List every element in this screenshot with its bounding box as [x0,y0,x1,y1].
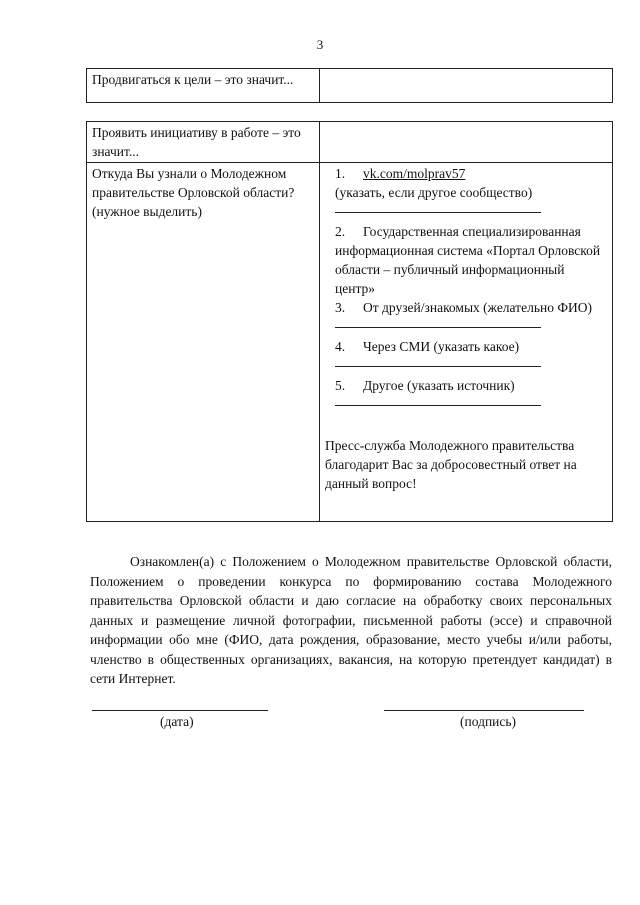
table-row [87,122,613,163]
option-text: От друзей/знакомых (желательно ФИО) [363,300,592,315]
option-3[interactable] [335,298,607,317]
press-service-note: Пресс-служба Молодежного правительства благодарит Вас за добросовестный ответ на данный вопрос! [325,438,577,491]
option-1[interactable] [335,164,607,183]
signature-line[interactable] [384,710,584,711]
option-number: 4. [335,339,346,354]
answer-cell[interactable] [320,69,613,103]
fill-line[interactable] [335,212,541,213]
option-number: 3. [335,300,346,315]
question-table-2 [86,121,613,522]
question-table-1 [86,68,613,103]
date-line[interactable] [92,710,268,711]
fill-line[interactable] [335,327,541,328]
page-number: 3 [316,37,324,52]
answer-cell[interactable] [320,122,613,163]
table-row [87,163,613,522]
option-number: 5. [335,378,346,393]
option-text: Через СМИ (указать какое) [363,339,520,354]
option-number: 1. [335,166,346,181]
option-5[interactable] [335,376,607,395]
date-label: (дата) [160,714,194,729]
fill-line[interactable] [335,366,541,367]
question-cell: Продвигаться к цели – это значит... [87,69,320,103]
option-number: 2. [335,224,346,239]
signature-label: (подпись) [460,714,517,729]
option-text: Государственная специализированная информационная система «Портал Орловской области – публичный информационный центр» [335,224,601,296]
option-1-note: (указать, если другое сообщество) [335,185,533,200]
option-link[interactable]: vk.com/molprav57 [363,166,466,181]
option-4[interactable] [335,337,607,356]
question-cell: Проявить инициативу в работе – это значит... [87,122,320,163]
option-text: Другое (указать источник) [363,378,515,393]
fill-line[interactable] [335,405,541,406]
option-2[interactable] [335,222,607,298]
consent-paragraph: Ознакомлен(а) с Положением о Молодежном правительстве Орловской области, Положением о проведении конкурса по формированию состава Молодежного правительства Орловской области и даю согласие на обработку своих персональных данных и размещение личной фотографии, письменной работы (эссе) и справочной информации обо мне (ФИО, дата рождения, образование, место учебы и/или работы, членство в общественных организациях, вакансия, на которую претендует кандидат) в сети Интернет. [90,554,612,686]
question-cell: Откуда Вы узнали о Молодежном правительстве Орловской области? (нужное выделить) [87,163,320,522]
table-row [87,69,613,103]
options-cell [320,163,613,522]
